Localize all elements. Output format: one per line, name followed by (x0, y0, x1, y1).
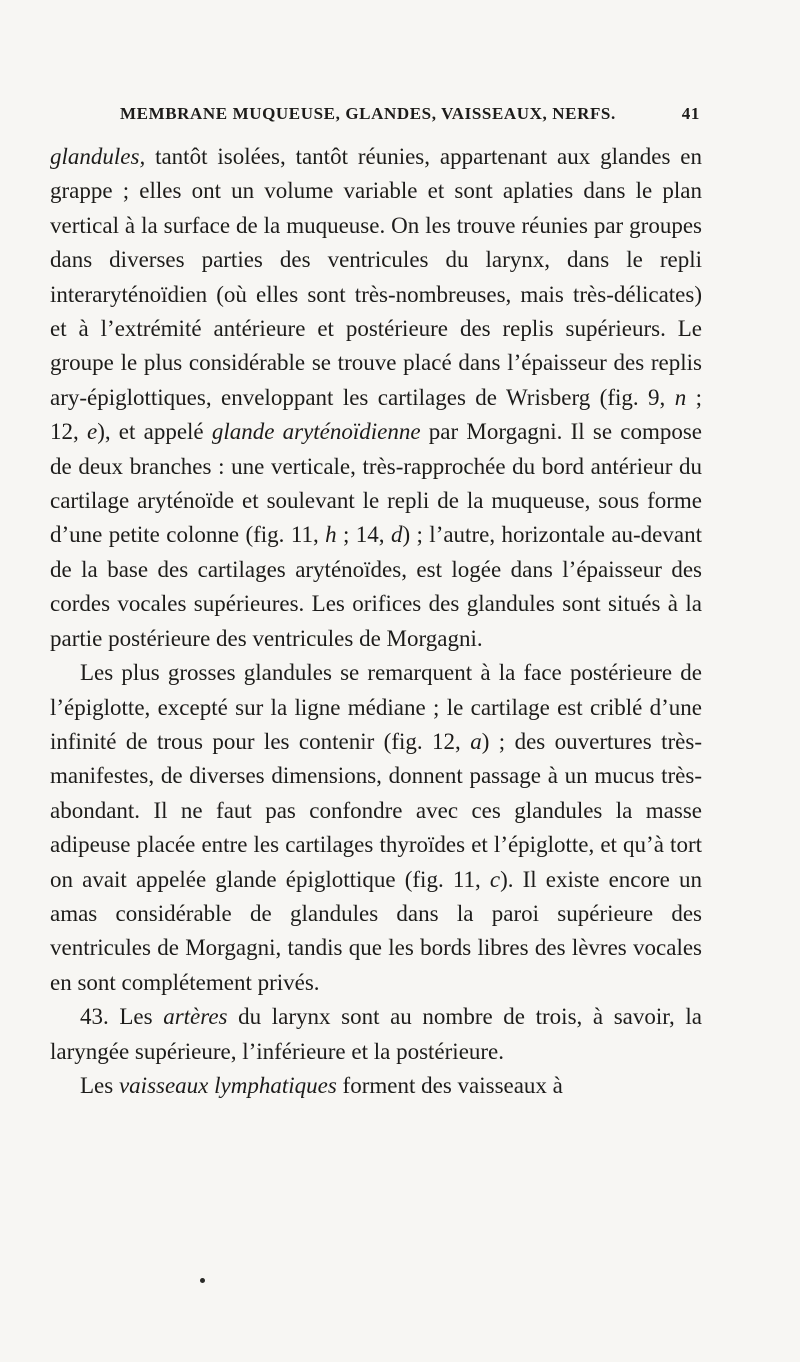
text-run: forment des vaisseaux à (336, 1072, 563, 1098)
figure-letter: c (489, 866, 501, 892)
italic-term: glandules, (50, 144, 146, 169)
text-run: Les (80, 1072, 119, 1098)
paragraph-3 (50, 1000, 702, 1069)
text-run: ), et appelé (97, 419, 212, 445)
text-run: tantôt isolées, tantôt réunies, appartenant aux glandes en grappe ; elles ont un volume variable et sont aplaties dans le plan vertical à la surface de la muqueuse. On les trouve réunies par groupes dans diverses parties des ventricules du larynx, dans le repli interaryténoïdien (où elles sont très-nombreuses, mais très-délicates) et à l’extrémité antérieure et postérieure des replis supérieurs. Le groupe le plus considérable se trouve placé dans l’épaisseur des replis ary-épiglottiques, enveloppant les cartilages de Wrisberg (fig. 9, (50, 144, 702, 410)
paragraph-4 (50, 1069, 702, 1103)
text-run: ; 14, (336, 522, 391, 548)
body-text (50, 140, 702, 1103)
figure-letter: a (470, 728, 482, 754)
figure-letter: e (86, 419, 98, 445)
text-run: par Morgagni. Il se compose de deux branches : une verticale, très-rapprochée du bord antérieur du cartilage aryténoïde et soulevant le repli de la muqueuse, sous forme d’une petite colonne (fig. 11, (50, 419, 702, 548)
running-head (120, 100, 700, 130)
figure-letter: d (390, 522, 403, 548)
running-head-title: MEMBRANE MUQUEUSE, GLANDES, VAISSEAUX, NERFS. (120, 104, 616, 123)
figure-letter: n (674, 384, 687, 410)
ink-speck (200, 1278, 205, 1283)
text-run: ) ; des ouvertures très-manifestes, de diverses dimensions, donnent passage à un mucus très-abondant. Il ne faut pas confondre avec ces glandules la masse adipeuse placée entre les cartilages thyroïdes et l’épiglotte, et qu’à tort on avait appelée glande épiglottique (fig. 11, (50, 728, 702, 892)
text-run: ). Il existe encore un amas considérable de glandules dans la paroi supérieure des ventricules de Morgagni, tandis que les bords libres des lèvres vocales en sont complétement privés. (50, 866, 702, 995)
text-run: du larynx sont au nombre de trois, à savoir, la laryngée supérieure, l’inférieure et la postérieure. (50, 1004, 702, 1064)
paragraph-1 (50, 140, 702, 656)
italic-term: vaisseaux lymphatiques (118, 1072, 337, 1098)
paragraph-2 (50, 656, 702, 1000)
figure-letter: h (325, 522, 337, 548)
text-run: ; 12, (50, 384, 703, 445)
italic-term: artères (163, 1004, 228, 1030)
text-run: ) ; l’autre, horizontale au-devant de la base des cartilages aryténoïdes, est logée dans l’épaisseur des cordes vocales supérieures. Les orifices des glandules sont situés à la partie postérieure des ventricules de Morgagni. (50, 522, 702, 651)
italic-term: glande aryténoïdienne (211, 419, 421, 445)
page-number: 41 (681, 104, 700, 123)
text-run: Les plus grosses glandules se remarquent à la face postérieure de l’épiglotte, excepté sur la ligne médiane ; le cartilage est criblé d’une infinité de trous pour les contenir (fig. 12, (50, 660, 702, 754)
section-number: 43. Les (80, 1004, 164, 1030)
